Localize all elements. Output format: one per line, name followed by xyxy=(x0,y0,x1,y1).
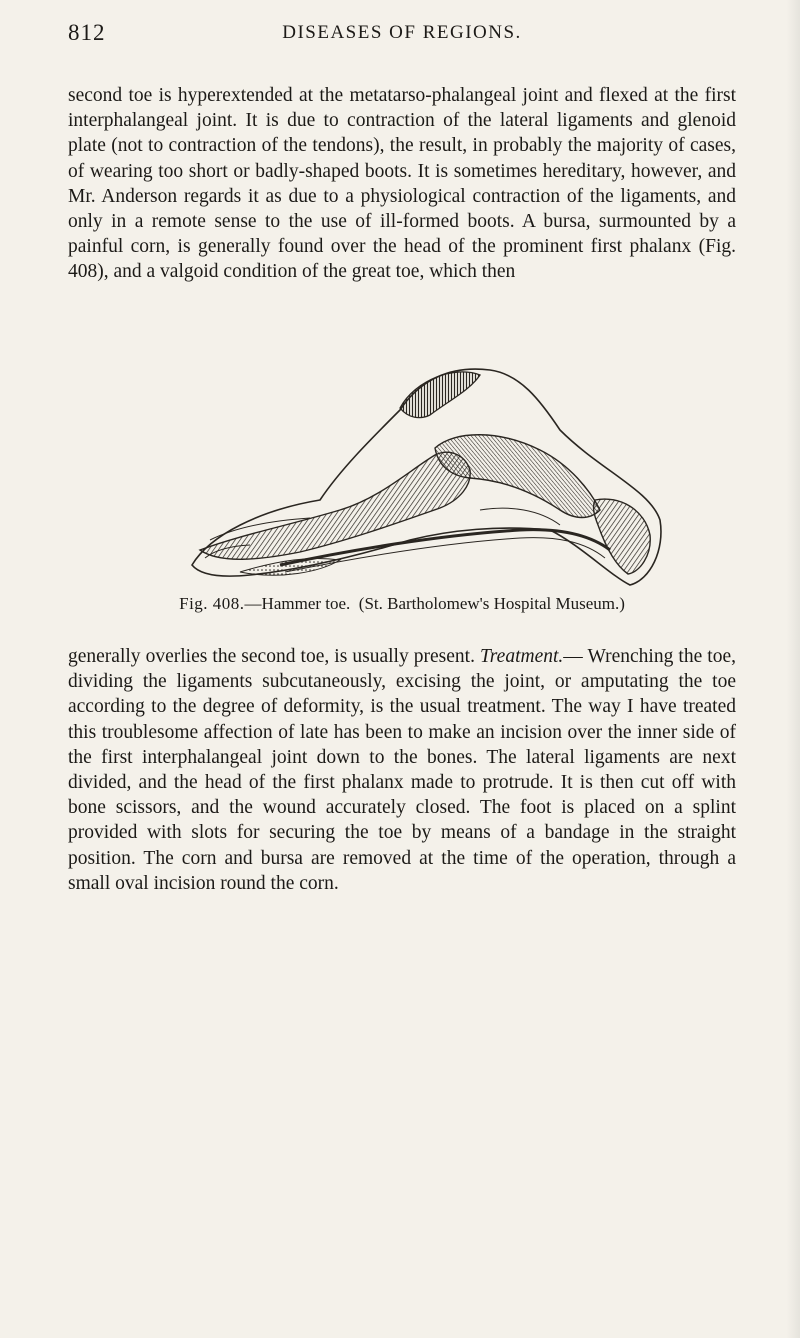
figure-caption xyxy=(68,594,736,614)
paragraph-1: second toe is hyperextended at the metatarso-phalangeal joint and flexed at the first interphalangeal joint. It is due to contraction of the lateral ligaments and glenoid plate (not to contraction of the tendons), the result, in probably the majority of cases, of wearing too short or badly-shaped boots. It is sometimes hereditary, however, and Mr. Anderson regards it as due to a physiological contraction of the ligaments, and only in a remote sense to the use of ill-formed boots. A bursa, surmounted by a painful corn, is generally found over the head of the prominent first phalanx (Fig. 408), and a valgoid condition of the great toe, which then xyxy=(68,85,736,283)
figure-title: —Hammer toe. xyxy=(244,594,351,613)
treatment-heading: Treatment. xyxy=(480,646,564,667)
page-number: 812 xyxy=(68,20,106,45)
paragraph-2 xyxy=(68,644,736,896)
paragraph-2-body: — Wrenching the toe, dividing the ligaments subcutaneously, excising the joint, or amputating the toe according to the degree of deformity, is the usual treatment. The way I have treated this troublesome affection of late has been to make an incision over the inner side of the first interphalangeal joint down to the bones. The lateral ligaments are next divided, and the head of the first phalanx made to protrude. It is then cut off with bone scissors, and the wound accurately closed. The foot is placed on a splint provided with slots for securing the toe by means of a bandage in the straight position. The corn and bursa are removed at the time of the operation, through a small oval incision round the corn. xyxy=(68,646,737,894)
figure-label: Fig. 408. xyxy=(179,594,245,613)
hammer-toe-illustration xyxy=(180,360,680,590)
running-head: DISEASES OF REGIONS. xyxy=(282,22,522,43)
figure-source: (St. Bartholomew's Hospital Museum.) xyxy=(358,594,625,613)
page-edge-shadow xyxy=(786,0,800,1338)
paragraph-2-lead: generally overlies the second toe, is usually present. xyxy=(68,646,481,667)
page-header xyxy=(68,20,736,50)
